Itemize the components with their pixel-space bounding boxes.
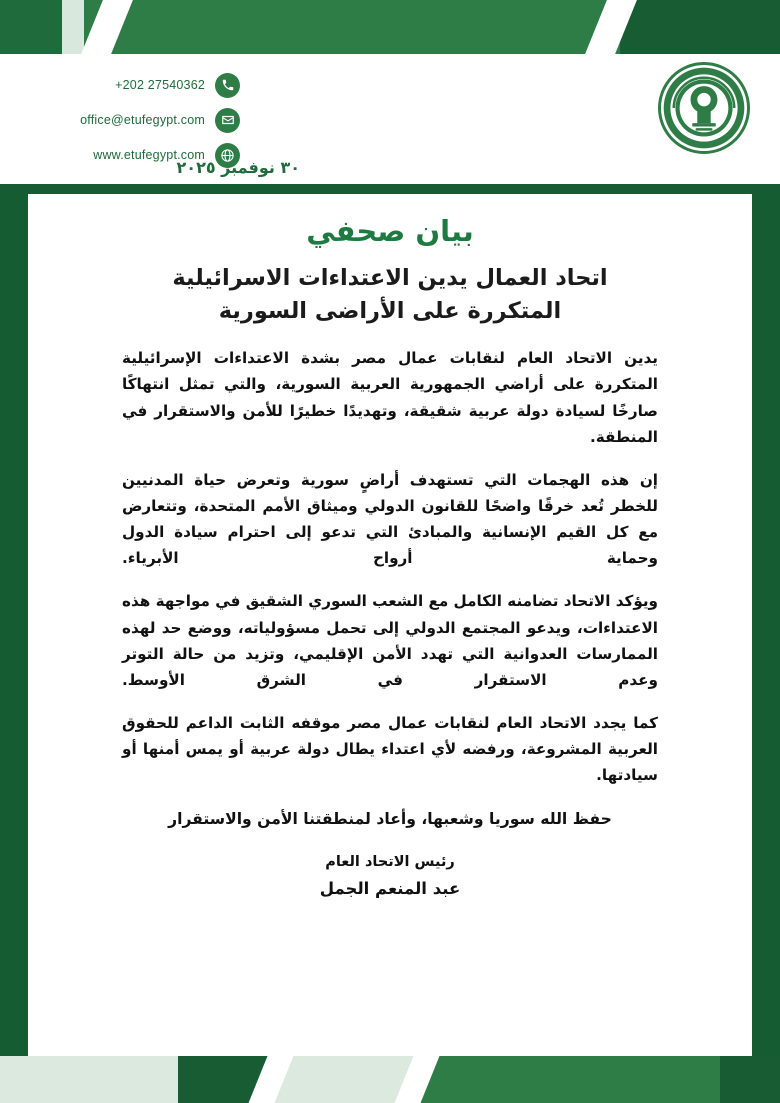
signature-title: رئيس الاتحاد العام [325, 854, 455, 871]
paragraph-3: ويؤكد الاتحاد تضامنه الكامل مع الشعب السوري الشقيق في مواجهة هذه الاعتداءات، ويدعو المجتمع الدولي إلى تحمل مسؤولياته، ووضع حد لهذه الممارسات العدوانية التي تهدد الأمن الإقليمي، وتزيد من حالة التوتر وعدم الاستقرار في الشرق الأوسط. [122, 592, 658, 689]
top-bar-block-left [0, 0, 62, 54]
bottom-bar-block-mid [420, 1056, 720, 1103]
document-content [28, 194, 752, 898]
document-body [28, 194, 752, 1056]
top-bar-block-light [62, 0, 84, 54]
publication-date: ٣٠ نوفمبر ٢٠٢٥ [176, 157, 300, 177]
top-bar-block-right [620, 0, 780, 54]
bottom-decorative-bar [0, 1056, 780, 1103]
closing-statement: حفظ الله سوريا وشعبها، وأعاد لمنطقتنا الأمن والاستقرار [168, 810, 612, 829]
website-url-text: www.etufegypt.com [93, 148, 205, 162]
paragraph-4: كما يجدد الاتحاد العام لنقابات عمال مصر موقفه الثابت الداعم للحقوق العربية المشروعة، ورفضه لأي اعتداء يطال دولة عربية أو يمس أمنها أو سيادتها. [122, 713, 658, 785]
top-bar-block-mid [84, 0, 620, 54]
date-strip [0, 150, 300, 184]
email-address-text: office@etufegypt.com [80, 113, 205, 127]
contact-row-phone[interactable] [56, 72, 240, 98]
page-title: اتحاد العمال يدين الاعتداءات الاسرائيلية المتكررة على الأراضى السورية [172, 265, 608, 324]
signature-block [225, 854, 555, 898]
contact-row-email[interactable] [56, 107, 240, 133]
paragraph-1: يدين الاتحاد العام لنقابات عمال مصر بشدة الاعتداءات الإسرائيلية المتكررة على أراضي الجمهورية العربية السورية، والتي تمثل انتهاكًا صارخًا لسيادة دولة عربية شقيقة، وتهديدًا خطيرًا للأمن والاستقرار في المنطقة. [122, 349, 658, 446]
frame-left-border [0, 184, 28, 1056]
phone-number-text: +202 27540362 [115, 78, 205, 92]
paragraph-2: إن هذه الهجمات التي تستهدف أراضٍ سورية وتعرض حياة المدنيين للخطر تُعد خرقًا واضحًا للقانون الدولي وميثاق الأمم المتحدة، وتتعارض مع كل القيم الإنسانية والمبادئ التي تدعو إلى احترام سيادة الدول وحماية أرواح الأبرياء. [122, 470, 658, 568]
body-text [122, 345, 658, 788]
signature-name: عبد المنعم الجمل [319, 879, 461, 899]
top-decorative-bar [0, 0, 780, 54]
phone-icon [215, 73, 240, 98]
bottom-bar-block-light-left [0, 1056, 178, 1103]
email-icon [215, 108, 240, 133]
etuf-logo [658, 62, 750, 154]
frame-top-border [0, 184, 780, 194]
frame-right-border [752, 184, 780, 1056]
press-release-kicker: بيان صحفي [306, 214, 474, 248]
bottom-bar-block-dark-right [720, 1056, 780, 1103]
